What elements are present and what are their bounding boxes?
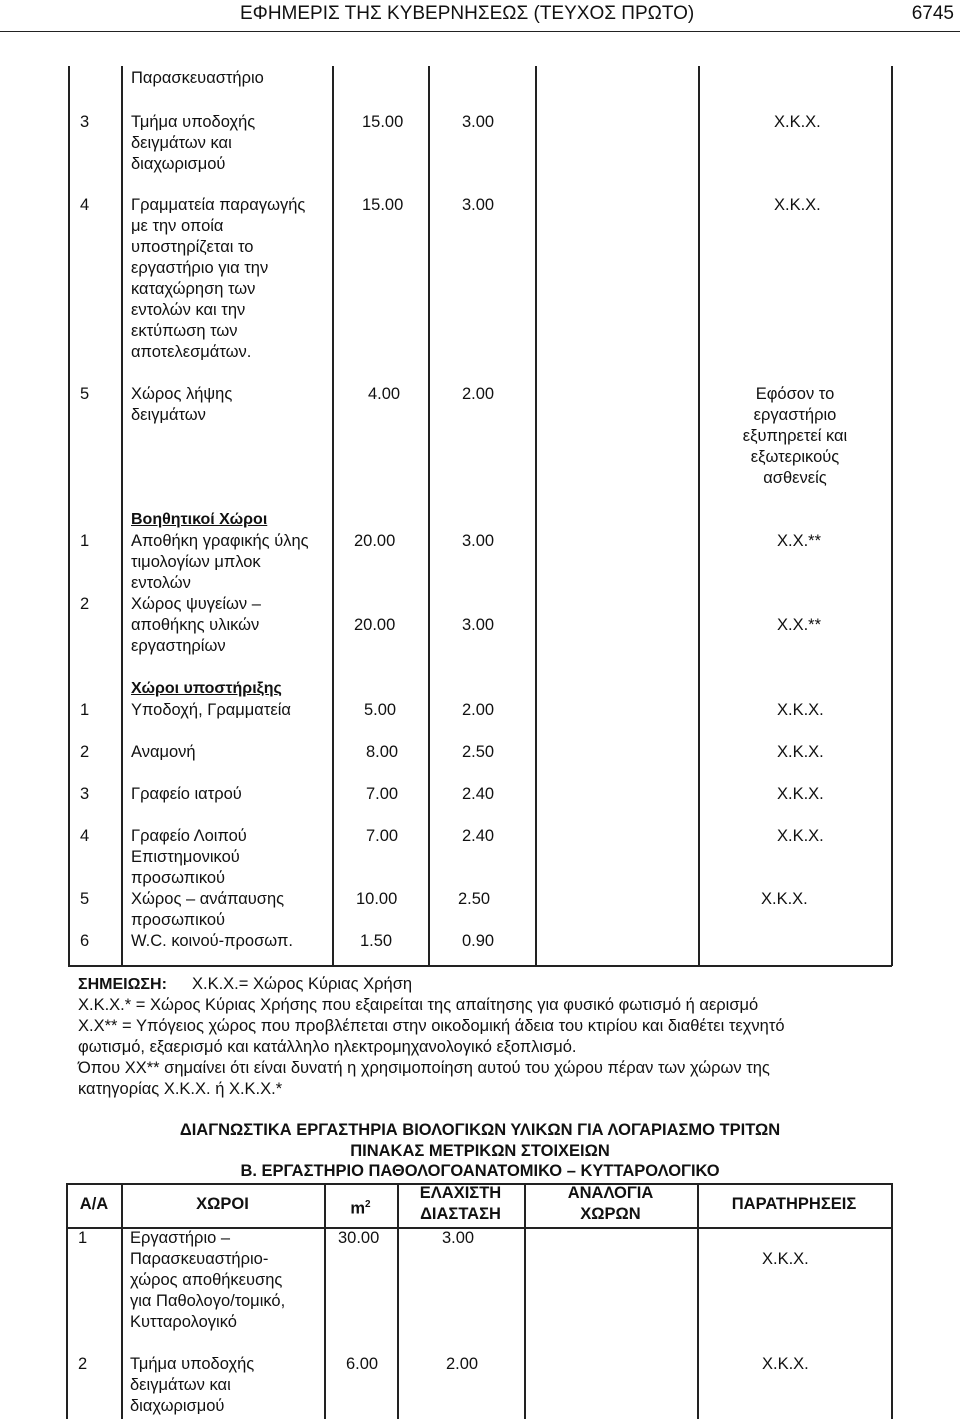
section-heading-support: Χώροι υποστήριξης <box>131 680 282 697</box>
area-m2: 8.00 <box>366 743 399 761</box>
area-m2: 10.00 <box>356 890 398 908</box>
remark: Χ.Χ.** <box>777 616 822 634</box>
header-space-ratio: ΧΩΡΩΝ <box>580 1205 641 1223</box>
space-name: Γραφείο ιατρού <box>131 785 242 803</box>
note-line: Χ.Κ.Χ.* = Χώρος Κύριας Χρήσης που εξαιρείται της απαίτησης για φυσικό φωτισμό ή αερισμό <box>78 996 759 1014</box>
row-number: 4 <box>80 196 90 214</box>
header-aa: Α/Α <box>79 1195 109 1213</box>
space-name: αποτελεσμάτων. <box>131 343 252 361</box>
row-number: 6 <box>80 932 90 950</box>
area-m2: 1.50 <box>360 932 393 950</box>
table1-border-bottom <box>68 965 892 967</box>
space-name: διαχωρισμού <box>130 1397 225 1415</box>
space-name: διαχωρισμού <box>131 155 226 173</box>
min-dimension: 2.00 <box>462 701 495 719</box>
space-name: εργαστήριο για την <box>131 259 269 277</box>
min-dimension: 3.00 <box>442 1229 475 1247</box>
space-name: δειγμάτων και <box>131 134 232 152</box>
header-m2-unit: m <box>350 1199 366 1218</box>
table1-border-col4 <box>535 66 537 966</box>
section-heading-auxiliary: Βοηθητικοί Χώροι <box>131 511 268 528</box>
remark <box>700 384 890 489</box>
space-name: εντολών <box>131 574 191 592</box>
space-name: εντολών και την <box>131 301 246 319</box>
space-name: Χώρος – ανάπαυσης <box>131 890 285 908</box>
space-name: Εργαστήριο – <box>130 1229 231 1247</box>
min-dimension: 0.90 <box>462 932 495 950</box>
space-name: Χώρος λήψης <box>131 385 233 403</box>
remark-line: εξωτερικούς <box>750 448 840 466</box>
remark: Χ.Κ.Χ. <box>777 701 824 719</box>
remark-line: εργαστήριο <box>753 406 837 424</box>
min-dimension: 2.50 <box>458 890 491 908</box>
remark: Χ.Κ.Χ. <box>774 113 821 131</box>
space-name: Αναμονή <box>131 743 196 761</box>
space-name: Παρασκευαστήριο- <box>130 1250 269 1268</box>
remark: Χ.Χ.** <box>777 532 822 550</box>
space-name: Αποθήκη γραφικής ύλης <box>131 532 309 550</box>
header-space-ratio: ΑΝΑΛΟΓΙΑ <box>567 1184 654 1202</box>
row-number: 3 <box>80 113 90 131</box>
min-dimension: 2.40 <box>462 785 495 803</box>
area-m2: 15.00 <box>362 113 404 131</box>
space-name: χώρος αποθήκευσης <box>130 1271 283 1289</box>
row-number: 1 <box>78 1229 88 1247</box>
area-m2: 7.00 <box>366 827 399 845</box>
space-name: με την οποία <box>131 217 224 235</box>
space-name: Κυτταρολογικό <box>130 1313 237 1331</box>
note-line: κατηγορίας Χ.Κ.Χ. ή Χ.Κ.Χ.* <box>78 1080 283 1098</box>
min-dimension: 3.00 <box>462 532 495 550</box>
note-line: Χ.Χ** = Υπόγειος χώρος που προβλέπεται στην οικοδομική άδεια του κτιρίου και διαθέτει τεχνητό <box>78 1017 785 1035</box>
row-number: 1 <box>80 701 90 719</box>
remark: Χ.Κ.Χ. <box>774 196 821 214</box>
space-name: για Παθολογο/τομικό, <box>130 1292 286 1310</box>
row-number: 3 <box>80 785 90 803</box>
area-m2: 15.00 <box>362 196 404 214</box>
area-m2: 5.00 <box>364 701 397 719</box>
space-name: εργαστηρίων <box>131 637 226 655</box>
min-dimension: 3.00 <box>462 113 495 131</box>
remark: Χ.Κ.Χ. <box>777 827 824 845</box>
space-name: δειγμάτων <box>131 406 206 424</box>
note-line: Όπου ΧΧ** σημαίνει ότι είναι δυνατή η χρησιμοποίηση αυτού του χώρου πέραν των χώρων της <box>78 1059 770 1077</box>
space-name: προσωπικού <box>131 911 226 929</box>
area-m2: 7.00 <box>366 785 399 803</box>
header-min-dimension: ΕΛΑΧΙΣΤΗ <box>419 1184 502 1202</box>
area-m2: 30.00 <box>338 1229 380 1247</box>
header-remarks: ΠΑΡΑΤΗΡΗΣΕΙΣ <box>731 1195 857 1213</box>
notes-label: ΣΗΜΕΙΩΣΗ: <box>78 976 167 993</box>
remark-line: ασθενείς <box>763 469 827 487</box>
min-dimension: 2.00 <box>462 385 495 403</box>
space-name: Επιστημονικού <box>131 848 240 866</box>
table1-border-col1 <box>121 66 123 966</box>
header-m2-exponent: 2 <box>365 1199 371 1210</box>
area-m2: 20.00 <box>354 532 396 550</box>
space-name: δειγμάτων και <box>130 1376 231 1394</box>
header-m2 <box>324 1194 397 1220</box>
header-spaces: ΧΩΡΟΙ <box>196 1195 249 1213</box>
table2-border-col5 <box>697 1183 699 1419</box>
page-header <box>0 0 960 32</box>
remark: Χ.Κ.Χ. <box>762 1250 809 1268</box>
space-name: Υποδοχή, Γραμματεία <box>131 701 291 719</box>
table1-border-col5 <box>698 66 700 966</box>
remark: Χ.Κ.Χ. <box>777 785 824 803</box>
min-dimension: 3.00 <box>462 616 495 634</box>
note-line: φωτισμό, εξαερισμό και κατάλληλο ηλεκτρομηχανολογικό εξοπλισμό. <box>78 1038 577 1056</box>
section-title: ΔΙΑΓΝΩΣΤΙΚΑ ΕΡΓΑΣΤΗΡΙΑ ΒΙΟΛΟΓΙΚΩΝ ΥΛΙΚΩΝ ΓΙΑ ΛΟΓΑΡΙΑΣΜΟ ΤΡΙΤΩΝ <box>179 1121 781 1139</box>
space-name: Παρασκευαστήριο <box>131 69 264 87</box>
min-dimension: 2.00 <box>446 1355 479 1373</box>
remark: Χ.Κ.Χ. <box>762 1355 809 1373</box>
section-subtitle: Β. ΕΡΓΑΣΤΗΡΙΟ ΠΑΘΟΛΟΓΟΑΝΑΤΟΜΙΚΟ – ΚΥΤΤΑΡΟΛΟΓΙΚΟ <box>240 1162 720 1180</box>
table1-border-left <box>68 66 70 966</box>
space-name: Τμήμα υποδοχής <box>130 1355 255 1373</box>
table2-border-col1 <box>121 1183 123 1419</box>
note-line: Χ.Κ.Χ.= Χώρος Κύριας Χρήση <box>192 975 413 993</box>
row-number: 1 <box>80 532 90 550</box>
space-name: εκτύπωση των <box>131 322 238 340</box>
space-name: αποθήκης υλικών <box>131 616 260 634</box>
table1-border-right <box>891 66 893 966</box>
table1-border-col3 <box>428 66 430 966</box>
row-number: 2 <box>80 595 90 613</box>
row-number: 5 <box>80 890 90 908</box>
header-min-dimension: ΔΙΑΣΤΑΣΗ <box>420 1205 501 1223</box>
gazette-title: ΕΦΗΜΕΡΙΣ ΤΗΣ ΚΥΒΕΡΝΗΣΕΩΣ (ΤΕΥΧΟΣ ΠΡΩΤΟ) <box>240 3 695 24</box>
remark: Χ.Κ.Χ. <box>761 890 808 908</box>
space-name: υποστηρίζεται το <box>131 238 254 256</box>
table2-border-left <box>66 1183 68 1419</box>
row-number: 2 <box>78 1355 88 1373</box>
area-m2: 4.00 <box>368 385 401 403</box>
area-m2: 20.00 <box>354 616 396 634</box>
remark-line: εξυπηρετεί και <box>742 427 848 445</box>
space-name: καταχώρηση των <box>131 280 256 298</box>
remark: Χ.Κ.Χ. <box>777 743 824 761</box>
section-subtitle: ΠΙΝΑΚΑΣ ΜΕΤΡΙΚΩΝ ΣΤΟΙΧΕΙΩΝ <box>350 1142 610 1160</box>
row-number: 5 <box>80 385 90 403</box>
area-m2: 6.00 <box>346 1355 379 1373</box>
space-name: W.C. κοινού-προσωπ. <box>131 932 293 950</box>
remark-line: Εφόσον το <box>755 385 835 403</box>
row-number: 4 <box>80 827 90 845</box>
table1-border-col2 <box>332 66 334 966</box>
min-dimension: 2.50 <box>462 743 495 761</box>
space-name: Γραμματεία παραγωγής <box>131 196 306 214</box>
space-name: Τμήμα υποδοχής <box>131 113 256 131</box>
min-dimension: 3.00 <box>462 196 495 214</box>
table2-border-right <box>891 1183 893 1419</box>
space-name: Γραφείο Λοιπού <box>131 827 247 845</box>
space-name: Χώρος ψυγείων – <box>131 595 261 613</box>
min-dimension: 2.40 <box>462 827 495 845</box>
row-number: 2 <box>80 743 90 761</box>
space-name: προσωπικού <box>131 869 226 887</box>
space-name: τιμολογίων μπλοκ <box>131 553 261 571</box>
page-number: 6745 <box>911 3 954 24</box>
